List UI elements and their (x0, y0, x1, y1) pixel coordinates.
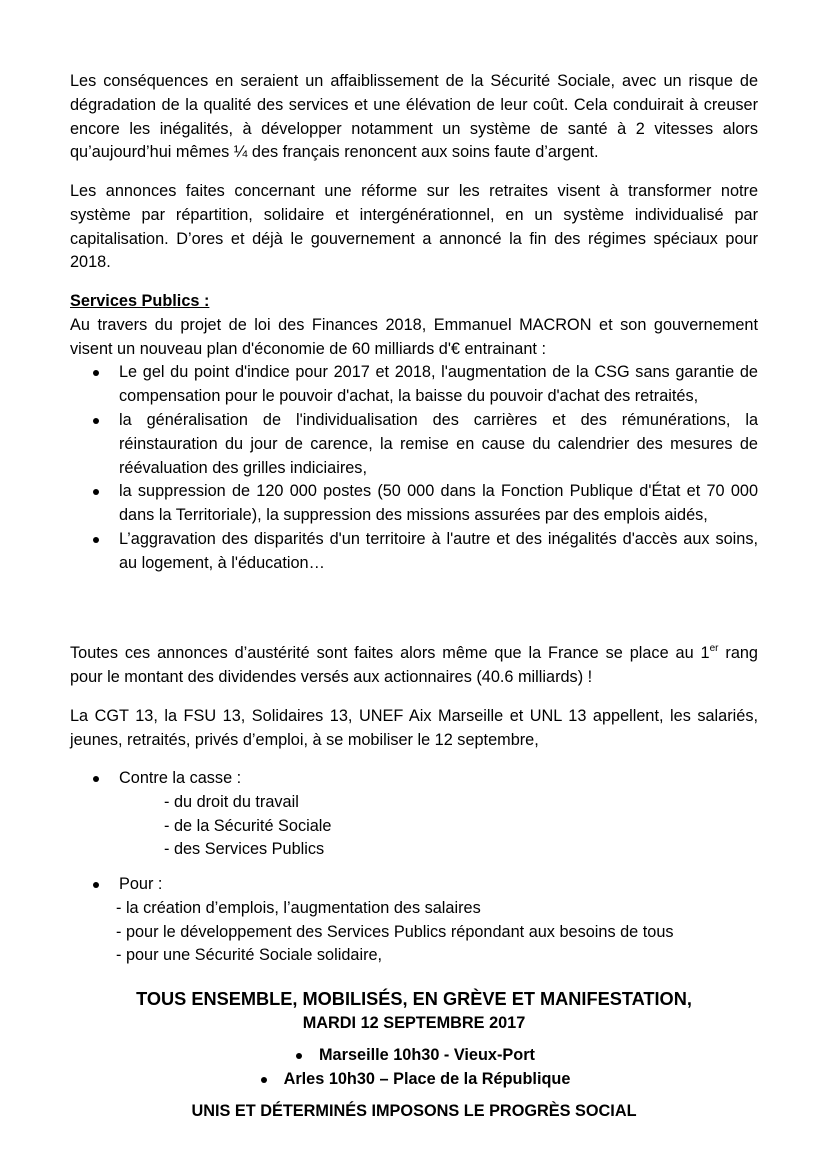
austerity-text-before: Toutes ces annonces d’austérité sont faites alors même que la France se place au 1 (70, 644, 710, 662)
location-label: Marseille 10h30 - Vieux-Port (293, 1044, 535, 1068)
location-label: Arles 10h30 – Place de la République (258, 1068, 571, 1092)
pour-label: Pour : (70, 873, 758, 897)
measures-list (70, 361, 758, 575)
austerity-ordinal: er (709, 643, 719, 654)
paragraph-appel: La CGT 13, la FSU 13, Solidaires 13, UNEF Aix Marseille et UNL 13 appellent, les salariés, jeunes, retraités, privés d’emploi, à se mobiliser le 12 septembre, (70, 707, 758, 749)
slogan: UNIS ET DÉTERMINÉS IMPOSONS LE PROGRÈS SOCIAL (191, 1102, 637, 1120)
section-services-publics (70, 290, 758, 576)
list-item: - de la Sécurité Sociale (164, 816, 332, 835)
location-1 (70, 1044, 758, 1068)
list-item: - des Services Publics (164, 840, 325, 859)
paragraph-retraites: Les annonces faites concernant une réforme sur les retraites visent à transformer notre système par répartition, solidaire et intergénérationnel, en un système individualisé par capitalisation. D’ores et déjà le gouvernement a annoncé la fin des régimes spéciaux pour 2018. (70, 182, 758, 272)
list-item: Le gel du point d'indice pour 2017 et 2018, l'augmentation de la CSG sans garantie de compensation pour le pouvoir d'achat, la baisse du pouvoir d'achat des retraités, (70, 361, 758, 409)
list-item: - pour le développement des Services Publics répondant aux besoins de tous (116, 922, 674, 941)
location-2 (70, 1068, 758, 1092)
section-heading: Services Publics : (70, 292, 210, 310)
list-item: - la création d’emplois, l’augmentation des salaires (116, 898, 481, 917)
list-item: L’aggravation des disparités d'un territoire à l'autre et des inégalités d'accès aux soins, au logement, à l'éducation… (70, 528, 758, 576)
contre-block (70, 767, 758, 862)
pour-block (70, 873, 758, 968)
list-item: - du droit du travail (164, 792, 299, 811)
paragraph-austerite (70, 642, 758, 690)
paragraph-consequences: Les conséquences en seraient un affaiblissement de la Sécurité Sociale, avec un risque de dégradation de la qualité des services et une élévation de leur coût. Cela conduirait à creuser encore les inégalités, à développer notamment un système de santé à 2 vitesses alors qu’aujourd’hui mêmes ¼ des français renoncent aux soins faute d’argent. (70, 72, 758, 162)
austerity-text-after: rang pour le montant des dividendes versés aux actionnaires (40.6 milliards) ! (70, 644, 758, 686)
section-intro: Au travers du projet de loi des Finances 2018, Emmanuel MACRON et son gouvernement visent un nouveau plan d'économie de 60 milliards d'€ entrainant : (70, 315, 758, 358)
list-item: - pour une Sécurité Sociale solidaire, (116, 946, 383, 965)
list-item: la suppression de 120 000 postes (50 000 dans la Fonction Publique d'État et 70 000 dans la Territoriale), la suppression des missions assurées par des emplois aidés, (70, 480, 758, 528)
banner-date: MARDI 12 SEPTEMBRE 2017 (302, 1014, 526, 1032)
banner-title: TOUS ENSEMBLE, MOBILISÉS, EN GRÈVE ET MANIFESTATION, (136, 989, 692, 1009)
contre-label: Contre la casse : (70, 767, 758, 791)
list-item: la généralisation de l'individualisation des carrières et des rémunérations, la réinstauration du jour de carence, la remise en cause du calendrier des mesures de réévaluation des grilles indiciaires, (70, 409, 758, 480)
